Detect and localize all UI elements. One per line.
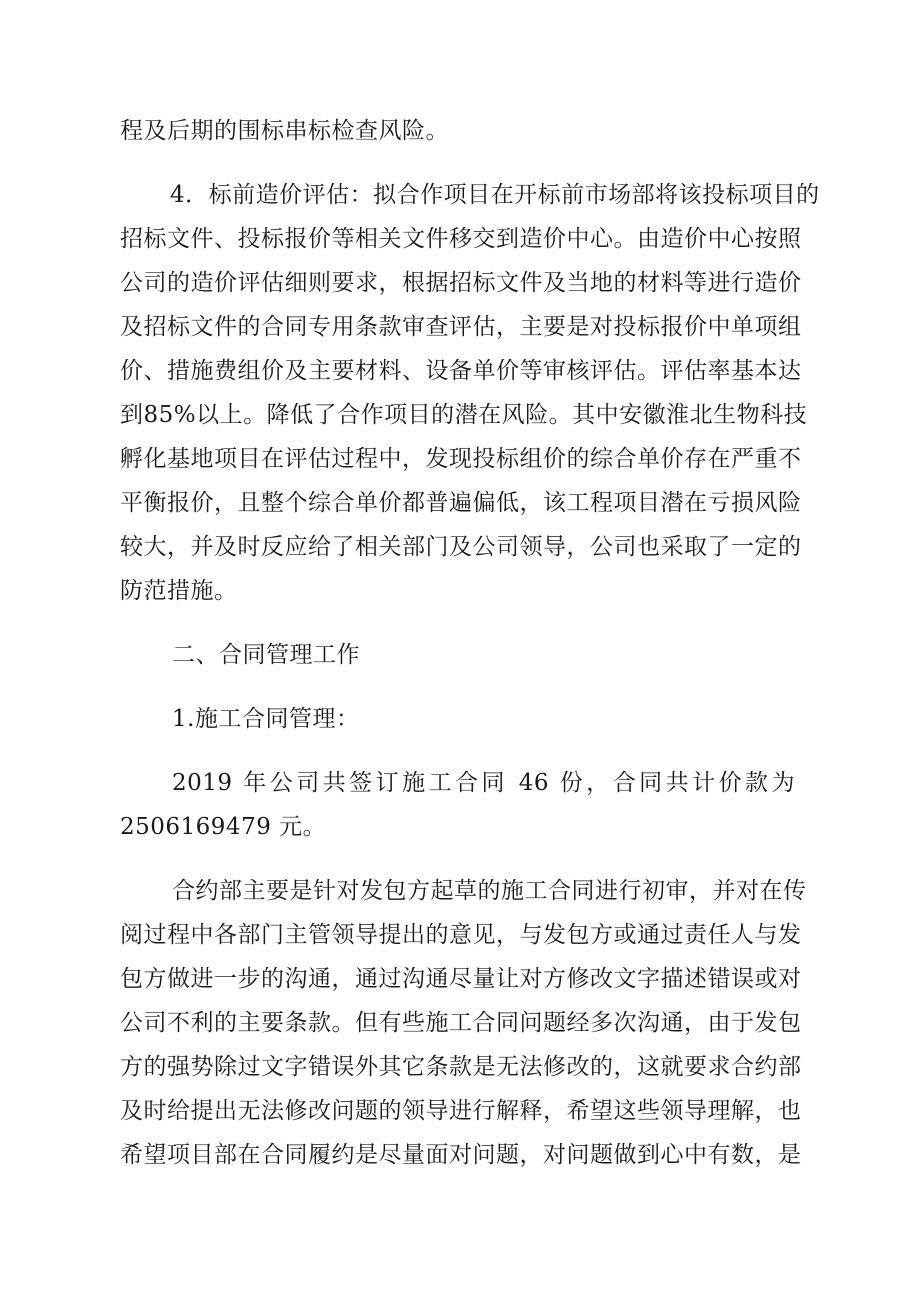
paragraph-line: 较大，并及时反应给了相关部门及公司领导，公司也采取了一定的 xyxy=(120,534,802,560)
paragraph-line: 希望项目部在合同履约是尽量面对问题，对问题做到心中有数，是 xyxy=(120,1142,802,1168)
paragraph-line: 价、措施费组价及主要材料、设备单价等审核评估。评估率基本达 xyxy=(120,358,802,384)
paragraph-line: 程及后期的围标串标检查风险。 xyxy=(120,118,449,144)
paragraph-line: 到85%以上。降低了合作项目的潜在风险。其中安徽淮北生物科技 xyxy=(120,402,808,428)
subsection-heading: 1.施工合同管理： xyxy=(172,706,360,732)
paragraph-line: 4．标前造价评估：拟合作项目在开标前市场部将该投标项目的 xyxy=(170,182,820,208)
paragraph-line: 孵化基地项目在评估过程中，发现投标组价的综合单价存在严重不 xyxy=(120,446,802,472)
paragraph-line: 公司不利的主要条款。但有些施工合同问题经多次沟通，由于发包 xyxy=(120,1010,802,1036)
paragraph-line: 方的强势除过文字错误外其它条款是无法修改的，这就要求合约部 xyxy=(120,1054,802,1080)
section-heading: 二、合同管理工作 xyxy=(172,642,360,668)
paragraph-line: 公司的造价评估细则要求，根据招标文件及当地的材料等进行造价 xyxy=(120,270,802,296)
paragraph-line: 合约部主要是针对发包方起草的施工合同进行初审，并对在传 xyxy=(172,878,807,904)
paragraph-line: 包方做进一步的沟通，通过沟通尽量让对方修改文字描述错误或对 xyxy=(120,966,802,992)
paragraph-line: 招标文件、投标报价等相关文件移交到造价中心。由造价中心按照 xyxy=(120,226,802,252)
paragraph-line: 平衡报价，且整个综合单价都普遍偏低，该工程项目潜在亏损风险 xyxy=(120,490,802,516)
paragraph-line: 防范措施。 xyxy=(120,578,238,604)
paragraph-line: 阅过程中各部门主管领导提出的意见，与发包方或通过责任人与发 xyxy=(120,922,802,948)
paragraph-line: 2506169479 元。 xyxy=(120,814,327,840)
paragraph-line: 及时给提出无法修改问题的领导进行解释，希望这些领导理解，也 xyxy=(120,1098,802,1124)
paragraph-line: 及招标文件的合同专用条款审查评估，主要是对投标报价中单项组 xyxy=(120,314,802,340)
paragraph-line: 2019 年公司共签订施工合同 46 份，合同共计价款为 xyxy=(172,770,795,796)
